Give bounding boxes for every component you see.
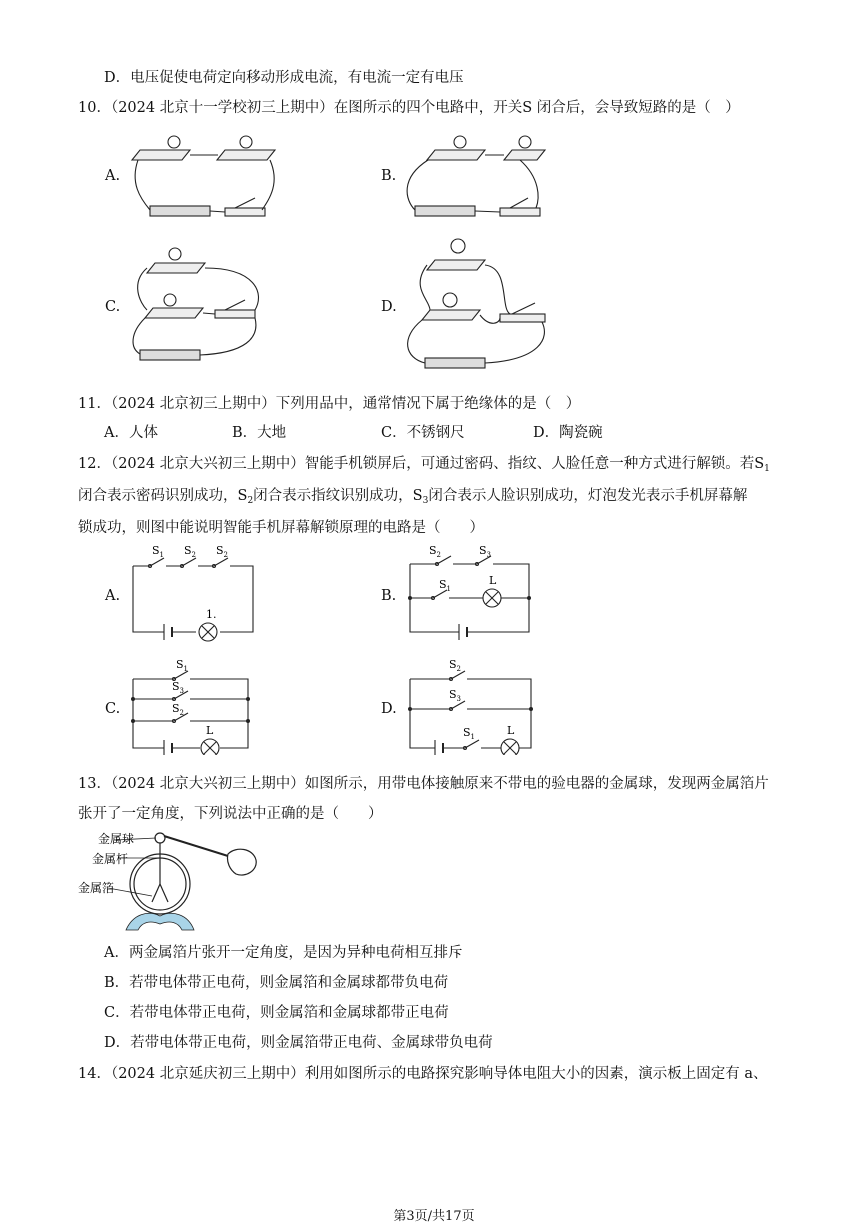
- q10-stem: 10．（2024 北京十一学校初三上期中）在图所示的四个电路中，开关S 闭合后，会导致短路的是（ ）: [78, 100, 740, 116]
- q12c-s1: $S_1$: [176, 658, 189, 673]
- q12-circuit-d: [405, 655, 535, 755]
- q11-option-a: A．人体: [104, 425, 158, 441]
- q12a-s1: $S_1$: [152, 544, 165, 559]
- q12-label-d: D.: [381, 701, 397, 717]
- q11-option-c: C．不锈钢尺: [381, 425, 465, 441]
- q12-label-a: A.: [105, 588, 121, 604]
- q9-option-d: D．电压促使电荷定向移动形成电流，有电流一定有电压: [104, 70, 464, 86]
- q13-option-c: C．若带电体带正电荷，则金属箔和金属球都带正电荷: [104, 1005, 449, 1021]
- q13-option-b: B．若带电体带正电荷，则金属箔和金属球都带负电荷: [104, 975, 449, 991]
- q12b-s1: $S_1$: [439, 578, 452, 593]
- q12a-lamp: 1.: [206, 608, 217, 621]
- q12a-s2: $S_2$: [184, 544, 197, 559]
- page-footer: 第3页/共17页: [393, 1209, 475, 1224]
- q10-circuit-b: [400, 128, 550, 224]
- q12-line2-a: 闭合表示密码识别成功，S: [78, 488, 248, 504]
- q12-line2-sub1: 2: [247, 496, 254, 506]
- q12d-s2: $S_2$: [449, 658, 462, 673]
- q10-label-a: A.: [105, 168, 121, 184]
- q12-stem-line3: 锁成功，则图中能说明智能手机屏幕解锁原理的电路是（ ）: [78, 520, 484, 536]
- q12b-lamp: L: [489, 574, 497, 587]
- q10-label-d: D.: [381, 299, 397, 315]
- q10-circuit-a: [130, 128, 280, 224]
- q12-line2-b: 闭合表示指纹识别成功，S: [253, 488, 423, 504]
- q10-circuit-c: [125, 238, 275, 368]
- q13-electroscope-figure: [78, 826, 268, 932]
- q12-stem-line2: [78, 484, 747, 506]
- q12-line2-sub2: 3: [422, 496, 429, 506]
- q10-label-b: B.: [381, 168, 397, 184]
- q13-stem-line1: 13．（2024 北京大兴初三上期中）如图所示，用带电体接触原来不带电的验电器的金属球，发现两金属箔片: [78, 776, 769, 792]
- q11-option-d: D．陶瓷碗: [533, 425, 603, 441]
- q13-label-rod: 金属杆: [92, 852, 129, 866]
- q12-line1-sub: 1: [764, 464, 770, 474]
- q13-label-ball: 金属球: [98, 832, 135, 846]
- q12-circuit-b: [405, 542, 535, 642]
- q12-label-c: C.: [105, 701, 121, 717]
- q12-circuit-a: [128, 542, 263, 642]
- q13-option-d: D．若带电体带正电荷，则金属箔带正电荷、金属球带负电荷: [104, 1035, 493, 1051]
- q12d-s3: $S_3$: [449, 688, 462, 703]
- q12-line2-c: 闭合表示人脸识别成功，灯泡发光表示手机屏幕解: [428, 488, 748, 504]
- q11-option-b: B．大地: [232, 425, 287, 441]
- q13-label-foil: 金属箔: [78, 881, 115, 895]
- q12-label-b: B.: [381, 588, 397, 604]
- q10-label-c: C.: [105, 299, 121, 315]
- q12b-s2: $S_2$: [429, 544, 442, 559]
- q12d-s1: $S_1$: [463, 726, 476, 741]
- q12-line1-text: 12．（2024 北京大兴初三上期中）智能手机锁屏后，可通过密码、指纹、人脸任意一种方式进行解锁。若S: [78, 456, 765, 472]
- q12b-s3: $S_3$: [479, 544, 492, 559]
- q13-option-a: A．两金属箔片张开一定角度，是因为异种电荷相互排斥: [104, 945, 463, 961]
- q12c-s3: $S_3$: [172, 680, 185, 695]
- q12d-lamp: L: [507, 724, 515, 737]
- q12-circuit-c: [128, 655, 263, 755]
- q12a-s3: $S_2$: [216, 544, 229, 559]
- q12c-s2: $S_2$: [172, 702, 185, 717]
- q14-stem: 14．（2024 北京延庆初三上期中）利用如图所示的电路探究影响导体电阻大小的因素，演示板上固定有 a、: [78, 1066, 768, 1082]
- q11-stem: 11．（2024 北京初三上期中）下列用品中，通常情况下属于绝缘体的是（ ）: [78, 396, 581, 412]
- q13-stem-line2: 张开了一定角度，下列说法中正确的是（ ）: [78, 806, 383, 822]
- q12-stem-line1: [78, 452, 770, 474]
- q12c-lamp: L: [206, 724, 214, 737]
- q10-circuit-d: [400, 228, 555, 378]
